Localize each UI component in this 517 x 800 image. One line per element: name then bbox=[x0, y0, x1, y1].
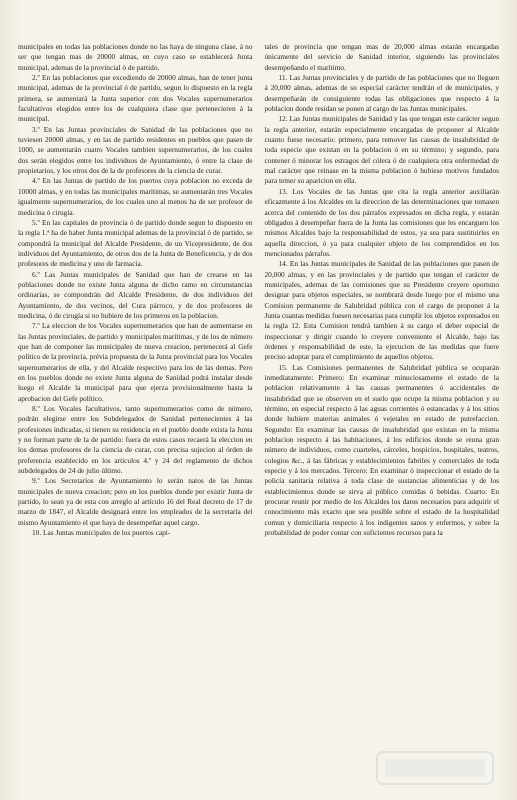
paragraph: 8.º Los Vocales facultativos, tanto supernumerarios como de número, podrán elegirse entre los Subdelegados de Sanidad pertenecientes á las profesiones indicadas, si tienen su residencia en el pueblo donde exista la Junta y no forman parte de la de partido: fuera de estos casos recaerá la eleccion en los demas profesores de la ciencia de curar, con precisa sujecion al órden de preferencia establecido en los artículos 4.º y 24 del reglamento de dichos subdelegados de 24 de julio último. bbox=[18, 404, 253, 476]
paragraph: 15. Las Comisiones permanentes de Salubridad pública se ocuparán inmediatamente: Primero: En examinar minuciosamente el estado de la poblacion relativamente á las causas permanentes ó accidentales de insalubridad que se observen en el suelo que ocupe la misma poblacion y su término, en especial respecto á las aguas corrientes ó estancadas y á los sitios donde hubiere materias animales ó vejetales en estado de putrefaccion. Segundo: En examinar las causas de insalubridad que existan en la misma poblacion respecto á las habitaciones, á los edificios donde se reuna gran número de individuos, como cuarteles, cárceles, hospicios, hospitales, teatros, colegios &c., á las fábricas y establecimientos fabriles y comerciales de toda especie y á los mercados. Tercero: En examinar ó inspeccionar el estado de la policía sanitaria relativa á toda clase de sustancias alimenticias y de los establecimientos donde se sirva al público comidas ó bebidas. Cuarto: En procurar reunir por medio de los Alcaldes los datos necesarios para adquirir el conocimiento más exacto que sea posible sobre el estado de la hospitalidad comun y domiciliaria respecto á los indigentes sanos y enfermos, y sobre la probabilidad de poder contar con suficientes recursos para la bbox=[264, 362, 499, 538]
paragraph: 9.º Los Secretarios de Ayuntamiento lo serán natos de las Juntas municipales de nueva creacion; pero en los pueblos donde per existir Junta de partido, lo sean ya de esta con arreglo al artículo 16 del Real decreto de 17 de marzo de 1847, el Alcalde designará entre los empleados de la secretaría del mismo Ayuntamiento el que haya de desempeñar aquel cargo. bbox=[18, 476, 253, 527]
paragraph: 10. Las Juntas municipales de los puertos capi- bbox=[32, 528, 171, 538]
paragraph: 11. Las Juntas provinciales y de partido de las poblaciones que no lleguen á 20,000 almas, ademas de su especial carácter tendrán el de municipales, y desempeñarán de consiguiente todas las obligaciones que respecto á la poblacion donde residan se ponen al cargo de las Juntas municipales. bbox=[264, 73, 499, 114]
paragraph: 5.º En las capitales de provincia ó de partido donde segun lo dispuesto en la regla 1.ª ha de haber Junta municipal ademas de la provincial ó de partido, se compondrá la municipal del Alcalde Presidente, de un Vicepresidente, de dos individuos del Ayuntamiento, de otros dos de la Junta de Beneficencia, y de dos profesores de medicina y uno de farmacia. bbox=[18, 217, 253, 269]
paragraph: 3.º En las Juntas provinciales de Sanidad de las poblaciones que no tuviesen 20000 almas, y en las de partido residentes en pueblos que pasen de 1000, se aumentarán cuatro Vocales tambien supernumerarios, de los cuales dos serán elegidos entre los individuos de Ayuntamiento, ó entre la clase de propietarios, y los otros dos de la de profesores de la ciencia de curar. bbox=[18, 124, 253, 176]
paragraph: 6.º Las Juntas municipales de Sanidad que han de crearse en las poblaciones donde no existe Junta alguna de dicho ramo en circunstancias ordinarias, se compondrán del Alcalde Presidente, de dos individuos del Ayuntamiento, de dos vecinos, del Cura párroco, y de dos profesores de medicina, ó de cirugía si no hubiere de los primeros en la poblacion. bbox=[18, 269, 253, 320]
paragraph: 2.º En las poblaciones que excediendo de 20000 almas, han de tener junta municipal, ademas de la provincial ó de partido, segun lo dispuesto en la regla primera, se aumentará la Junta superior con dos Vocales supernumerarios facultativos elegidos entre los de cualquiera clase que pertenecieren á la municipal. bbox=[18, 73, 253, 124]
paragraph: tales de provincia que tengan mas de 20,000 almas estarán encargadas únicamente del servicio de Sanidad interior, siguiendo las provinciales desempeñando el marítimo. bbox=[264, 42, 499, 72]
left-column bbox=[18, 42, 253, 790]
right-column bbox=[265, 42, 500, 790]
paragraph: 14. En las Juntas municipales de Sanidad de las poblaciones que pasen de 20,000 almas, y en las provinciales y de partido que tengan el carácter de municipales, ademas de las comisiones que su Presidente creyere oportuno designar para objetos especiales, se nombrará desde luego por el mismo una Comision permanente de Salubridad pública con el cargo de proponer á la Junta cuantas medidas fuesen necesarias para cumplir los objetos expresados en la regla 12. Esta Comision tendrá tambien á su cargo el deber especial de inspeccionar y dirigir cuando lo creyere conveniente el Alcalde, bajo las órdenes y responsabilidad de este, la ejecucion de las medidas que fuere preciso adoptar para el cumplimiento de aquellos objetos. bbox=[264, 259, 499, 362]
two-column-body bbox=[18, 42, 499, 790]
paragraph: 13. Los Vocales de las Juntas que cita la regla anterior auxiliarán eficazmente á los Alcaldes en la direccion de las determinaciones que tomasen acerca del contenido de los dos párrafos expresados en dicha regla, y estarán obligados á desempeñar fuera de la Junta las comisiones que les encarguen los mismos Alcaldes bajo la responsabilidad de estos, ya sea para sustituirles en aquella direccion, ó ya para cualquier objeto de los comprendidos en los mencionados párrafos. bbox=[264, 186, 499, 258]
paragraph: 7.º La eleccion de los Vocales supernumerarios que han de aumentarse en las Juntas provinciales, de partido y municipales marítimas, y de los de número que han de componer las municipales de nueva creacion, pertenecerá al Gefe político de la provincia, prévia propuesta de la Junta provincial para los Vocales supernumerarios de ella, y del Alcalde respectivo para los de las demas. Pero en los pueblos donde no existe Junta alguna de Sanidad podrá instalar desde luego el Alcalde la municipal para que ejerza provisionalmente hasta la aprobacion del Gefe político. bbox=[18, 321, 253, 403]
paragraph: 4.º En las Juntas de partido de los puertos cuya poblacion no exceda de 10000 almas, y en todas las municipales marítimas, se aumentarán tres Vocales igualmente supernumerarios, de los cuales uno al menos ha de ser profesor de medicina ó cirugía. bbox=[18, 176, 253, 217]
paragraph: 12. Las Juntas municipales de Sanidad y las que tengan este carácter segun la regla anterior, estarán especialmente encargadas de proponer al Alcalde cuanto fuese necesario: primero, para remover las causas de insalubridad de toda especie que existan en la poblacion ó en su término; y segundo, para contener ó minorar los estragos del cólera ó de cualquiera otra enfermedad de mal carácter que reinase en la misma poblacion ó hubiese motivos fundados para temer su aparicion en ella. bbox=[264, 114, 499, 186]
library-watermark-stamp bbox=[375, 750, 495, 786]
paragraph: municipales en todas las poblaciones donde no las haya de ninguna clase, á no ser que tengan mas de 20000 almas, en cuyo caso se establecerá Junta municipal, ademas de la provincial ó de partido. bbox=[18, 42, 253, 72]
